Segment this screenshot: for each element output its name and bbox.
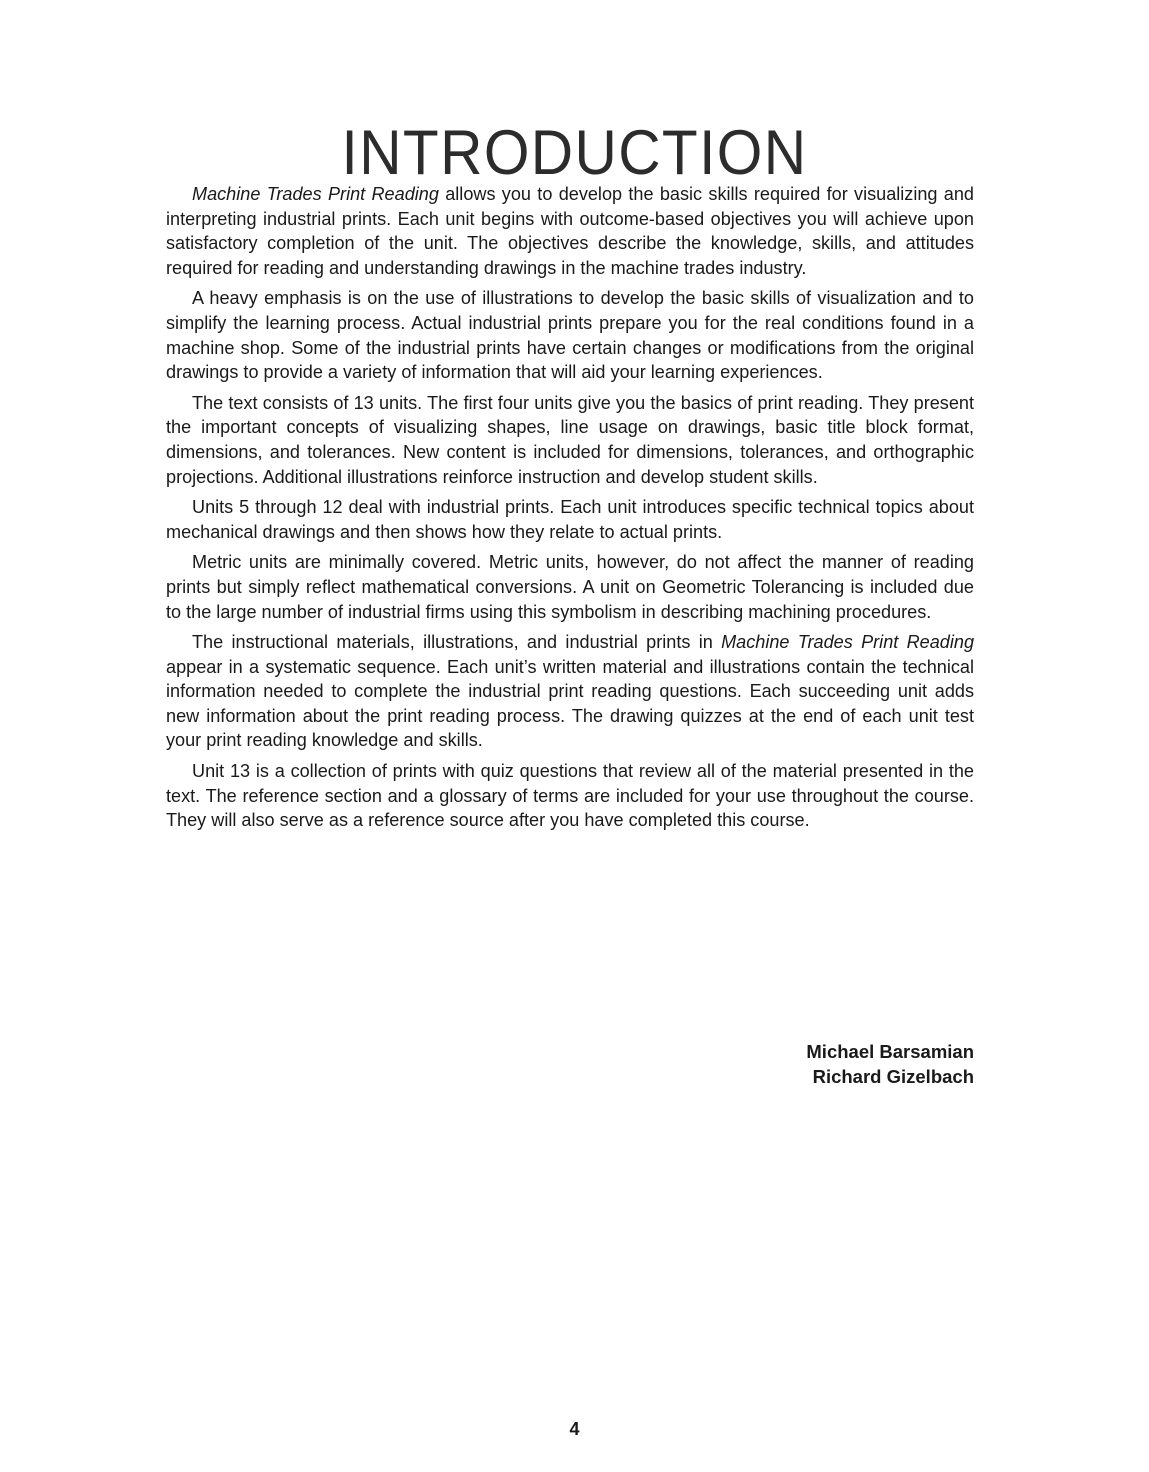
paragraph-3: The text consists of 13 units. The first four units give you the basics of print reading. They present the important concepts of visualizing shapes, line usage on drawings, basic title block format, dimensions, and tolerances. New content is included for dimensions, tolerances, and orthographic projections. Additional illustrations reinforce instruction and develop student skills. [166,392,974,487]
author-name-secondary: Richard Gizelbach [812,1066,974,1087]
paragraph-6-text-after: appear in a systematic sequence. Each unit’s written material and illustrations contain the technical information needed to complete the industrial print reading questions. Each succeeding unit adds new information about the print reading process. The drawing quizzes at the end of each unit test your print reading knowledge and skills. [166,656,974,751]
paragraph-7: Unit 13 is a collection of prints with quiz questions that review all of the material presented in the text. The reference section and a glossary of terms are included for your use throughout the course. They will also serve as a reference source after you have completed this course. [166,761,974,831]
author-name-primary: Michael Barsamian [806,1041,974,1062]
page-number: 4 [569,1419,580,1439]
paragraph-2: A heavy emphasis is on the use of illustrations to develop the basic skills of visualization and to simplify the learning process. Actual industrial prints prepare you for the real conditions found in a machine shop. Some of the industrial prints have certain changes or modifications from the original drawings to provide a variety of information that will aid your learning experiences. [166,288,974,383]
book-title-italic-inline: Machine Trades Print Reading [721,632,975,653]
body-text-column [166,182,974,833]
paragraph-1 [166,182,974,280]
book-title-italic: Machine Trades Print Reading [192,184,439,204]
paragraph-5: Metric units are minimally covered. Metric units, however, do not affect the manner of reading prints but simply reflect mathematical conversions. A unit on Geometric Tolerancing is included due to the large number of industrial firms using this symbolism in describing machining procedures. [166,552,974,622]
signature-block [166,1039,974,1089]
paragraph-6 [166,630,974,753]
paragraph-6-text-before: The instructional materials, illustrations, and industrial prints in [192,632,722,653]
paragraph-4: Units 5 through 12 deal with industrial prints. Each unit introduces specific technical topics about mechanical drawings and then shows how they relate to actual prints. [166,497,974,542]
paragraph-1-text: allows you to develop the basic skills required for visualizing and interpreting industrial prints. Each unit begins with outcome-based objectives you will achieve upon satisfactory completion of the unit. The objectives describe the knowledge, skills, and attitudes required for reading and understanding drawings in the machine trades industry. [166,184,974,278]
page-title: INTRODUCTION [341,118,808,189]
